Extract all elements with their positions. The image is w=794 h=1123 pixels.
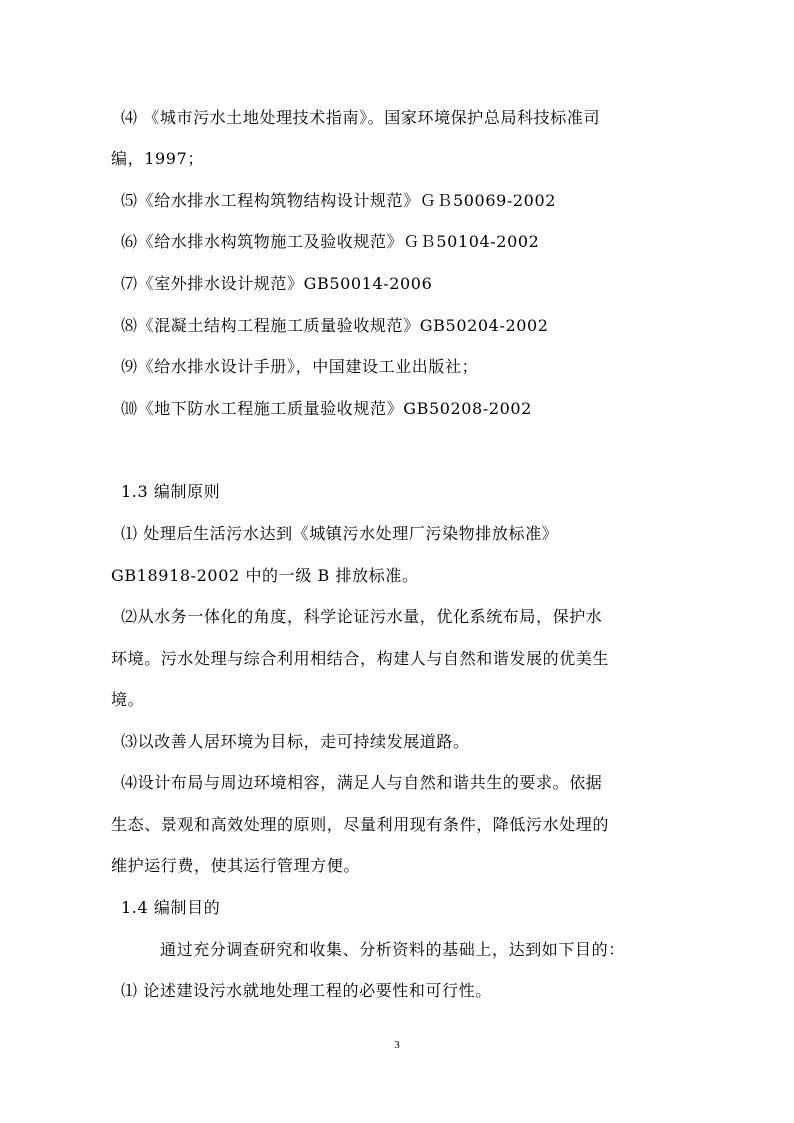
reference-item-9: ⑼《给水排水设计手册》，中国建设工业出版社； xyxy=(121,357,479,376)
principle-4-line-3: 维护运行费，使其运行管理方便。 xyxy=(111,856,361,875)
section-1-3-heading: 1.3 编制原则 xyxy=(121,482,221,501)
principle-1-line-2: GB18918-2002 中的一级 B 排放标准。 xyxy=(111,566,419,585)
principle-2-line-3: 境。 xyxy=(111,690,145,709)
principle-1-line-1: ⑴ 处理后生活污水达到《城镇污水处理厂污染物排放标准》 xyxy=(121,524,559,543)
reference-item-4-line-2: 编，1997； xyxy=(111,149,204,168)
principle-2-line-1: ⑵从水务一体化的角度，科学论证污水量，优化系统布局，保护水 xyxy=(121,607,603,626)
reference-item-7: ⑺《室外排水设计规范》GB50014-2006 xyxy=(121,274,433,293)
reference-item-6: ⑹《给水排水构筑物施工及验收规范》ＧＢ50104-2002 xyxy=(121,232,540,251)
principle-4-line-2: 生态、景观和高效处理的原则，尽量利用现有条件，降低污水处理的 xyxy=(111,815,610,834)
page-number: 3 xyxy=(394,1039,400,1051)
reference-item-4-line-1: ⑷ 《城市污水土地处理技术指南》。国家环境保护总局科技标准司 xyxy=(121,108,601,127)
reference-item-5: ⑸《给水排水工程构筑物结构设计规范》ＧＢ50069-2002 xyxy=(121,191,557,210)
reference-item-8: ⑻《混凝土结构工程施工质量验收规范》GB50204-2002 xyxy=(121,316,549,335)
principle-4-line-1: ⑷设计布局与周边环境相容，满足人与自然和谐共生的要求。依据 xyxy=(121,773,603,792)
principle-3-line-1: ⑶以改善人居环境为目标，走可持续发展道路。 xyxy=(121,732,470,751)
purpose-intro: 通过充分调查研究和收集、分析资料的基础上，达到如下目的： xyxy=(160,940,625,959)
reference-item-10: ⑽《地下防水工程施工质量验收规范》GB50208-2002 xyxy=(121,399,532,418)
section-1-4-heading: 1.4 编制目的 xyxy=(121,898,221,917)
purpose-item-1: ⑴ 论述建设污水就地处理工程的必要性和可行性。 xyxy=(121,981,492,1000)
principle-2-line-2: 环境。污水处理与综合利用相结合，构建人与自然和谐发展的优美生 xyxy=(111,649,610,668)
